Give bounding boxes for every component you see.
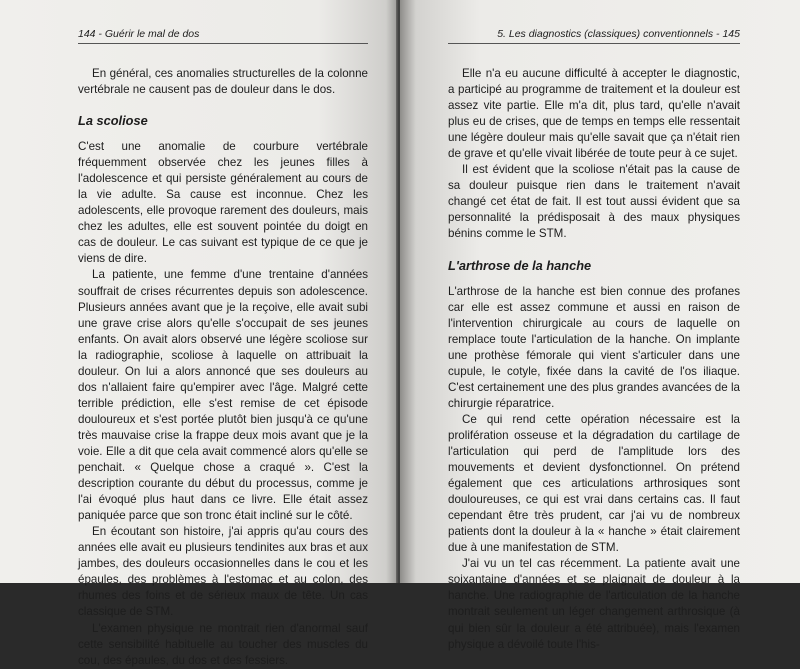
left-paragraph: En écoutant son histoire, j'ai appris qu'au cours des années elle avait eu plusieurs tendinites aux bras et aux jambes, des douleurs occasionnelles dans le cou et les épaules, des problèmes à l'estomac et au colon, des rhumes des foins et de sérieux maux de tête. Un cas classique de STM.: [78, 525, 368, 619]
section-title-arthrose: L'arthrose de la hanche: [448, 257, 592, 273]
right-paragraph: Elle n'a eu aucune difficulté à accepter le diagnostic, a participé au programme de traitement et la douleur est assez vite partie. Elle m'a dit, plus tard, qu'elle n'avait plus eu de crises, que de temps en temps elle ressentait une légère douleur mais qu'elle savait que ça n'était rien de grave et qu'elle vivait libérée de toute peur à ce sujet.: [448, 67, 740, 161]
right-paragraph: Ce qui rend cette opération nécessaire est la prolifération osseuse et la dégradation du cartilage de l'articulation qui perd de l'amplitude lors des mouvements et devient dysfonctionnel. On prétend également que ces articulations arthrosiques sont douloureuses, ce qui est vrai dans certains cas. Il faut cependant être très prudent, car j'ai vu de nombreux patients dont la douleur à la « hanche » était clairement due à une manifestation de STM.: [448, 412, 740, 555]
right-page: [400, 0, 800, 651]
left-paragraph: C'est une anomalie de courbure vertébrale fréquemment observée chez les jeunes filles à l'adolescence et qui persiste généralement au cours de la vie adulte. Sa cause est inconnue. Chez les adolescents, elle provoque rarement des douleurs, mais chez les adultes, elle est souvent pointée du doigt en cas de douleur. Le cas suivant est typique de ce que je viens de dire.: [78, 140, 368, 266]
left-page: [0, 0, 398, 667]
section-title-scoliose: La scoliose: [78, 113, 148, 129]
left-body: [78, 66, 368, 669]
right-running-header: 5. Les diagnostics (classiques) conventionnels - 145: [448, 28, 740, 44]
left-paragraph: La patiente, une femme d'une trentaine d'années souffrait de crises récurrentes depuis son adolescence. Plusieurs années avant que je la reçoive, elle avait subi une grave crise alors qu'elle s'occupait de ses jeunes enfants. On avait alors observé une légère scoliose sur la radiographie, scoliose à laquelle on attribuait la douleur. On lui a alors annoncé que ses douleurs au dos n'allaient faire qu'empirer avec l'âge. Malgré cette terrible prédiction, elle s'est remise de cet épisode douloureux et s'est portée plutôt bien jusqu'à ce qu'une très mauvaise crise la frappe deux mois avant que je la voie. Elle a dit que cela avait commencé alors qu'elle se penchait. « Quelque chose a craqué ». C'est la description courante du début du processus, comme je l'ai évoqué plus haut dans ce livre. Elle était assez paniquée parce que son tronc était incliné sur le côté.: [78, 268, 368, 523]
left-running-header: 144 - Guérir le mal de dos: [78, 28, 368, 44]
right-paragraph: Il est évident que la scoliose n'était pas la cause de sa douleur puisque rien dans le traitement n'avait changé cet état de fait. Il est tout aussi évident que sa personnalité la prédisposait à des maux physiques bénins comme le STM.: [448, 163, 740, 241]
right-body: [448, 66, 740, 653]
right-paragraph: L'arthrose de la hanche est bien connue des profanes car elle est assez commune et aussi en raison de l'intervention chirurgicale au cours de laquelle on remplace toute l'articulation de la hanche. On implante une prothèse fémorale qui vient s'articuler dans une cupule, le cotyle, fixée dans la cavité de l'os iliaque. C'est certainement une des plus grandes avancées de la chirurgie réparatrice.: [448, 284, 740, 410]
right-paragraph: J'ai vu un tel cas récemment. La patiente avait une soixantaine d'années et se plaignait de douleur à la hanche. Une radiographie de l'articulation de la hanche montrait seulement un léger changement arthrosique (à qui bien sûr la douleur a été attribuée), mais l'examen physique a dévoilé toute l'his-: [448, 557, 740, 651]
left-intro-paragraph: En général, ces anomalies structurelles de la colonne vertébrale ne causent pas de douleur dans le dos.: [78, 67, 368, 97]
left-paragraph: L'examen physique ne montrait rien d'anormal sauf cette sensibilité habituelle au toucher des muscles du cou, des épaules, du dos et des fessiers.: [78, 621, 368, 667]
